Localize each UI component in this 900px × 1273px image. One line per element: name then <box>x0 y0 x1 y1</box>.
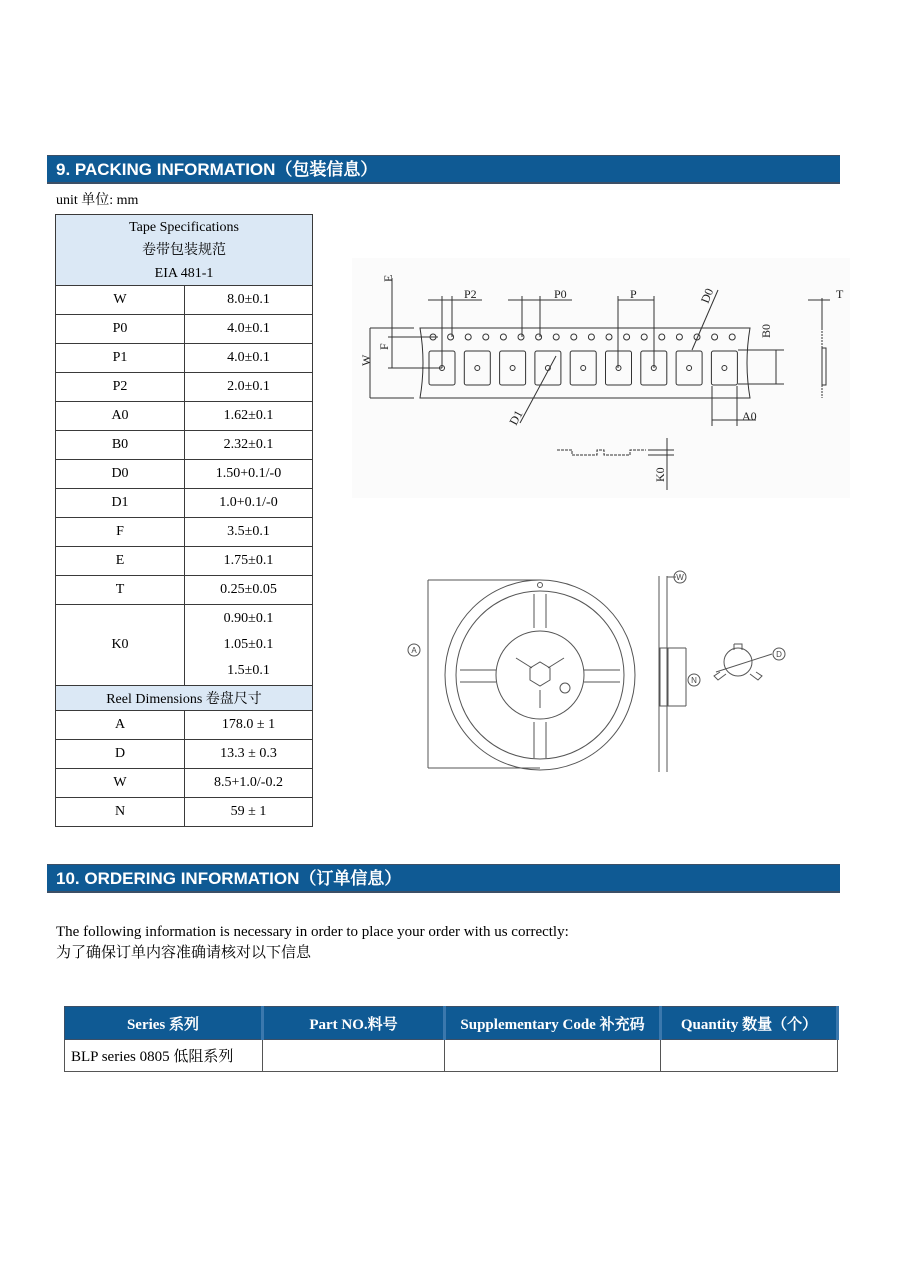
ordering-table <box>64 1006 839 1072</box>
cell-series: BLP series 0805 低阻系列 <box>65 1040 263 1072</box>
label-F: F <box>377 343 391 350</box>
table-row <box>65 1040 838 1072</box>
spec-key: T <box>56 576 185 605</box>
label-W: W <box>676 573 684 582</box>
spec-value: 0.25±0.05 <box>185 576 313 605</box>
spec-key: A <box>56 711 185 740</box>
spec-value: 2.0±0.1 <box>185 373 313 402</box>
spec-key: D1 <box>56 489 185 518</box>
column-header-series: Series 系列 <box>65 1007 263 1040</box>
tape-spec-row <box>56 344 313 373</box>
spec-key: E <box>56 547 185 576</box>
reel-spec-row <box>56 798 313 827</box>
reel-outer-rim <box>445 580 635 770</box>
label-D: D <box>776 650 782 659</box>
spec-key: W <box>56 769 185 798</box>
spec-value: 178.0 ± 1 <box>185 711 313 740</box>
spec-key: W <box>56 286 185 315</box>
section-title: 9. PACKING INFORMATION（包装信息） <box>56 160 378 179</box>
label-P2: P2 <box>464 287 477 301</box>
cell-part-no[interactable] <box>263 1040 445 1072</box>
spec-key: K0 <box>56 605 185 686</box>
reel-diagram <box>404 562 798 776</box>
spec-key: A0 <box>56 402 185 431</box>
tape-spec-row <box>56 373 313 402</box>
spec-value: 4.0±0.1 <box>185 315 313 344</box>
section-header-ordering <box>47 864 840 893</box>
label-K0: K0 <box>653 467 667 482</box>
spec-value: 1.05±0.1 <box>223 637 274 652</box>
spec-key: N <box>56 798 185 827</box>
label-T: T <box>836 287 844 301</box>
reel-dimensions-header <box>56 686 313 711</box>
tape-spec-row <box>56 286 313 315</box>
tape-spec-row <box>56 518 313 547</box>
tape-spec-row <box>56 547 313 576</box>
spec-value-list <box>185 605 313 686</box>
spec-value: 3.5±0.1 <box>185 518 313 547</box>
label-D1: D1 <box>506 407 526 428</box>
column-header-quantity: Quantity 数量（个） <box>661 1007 838 1040</box>
header-line: Tape Specifications <box>129 219 239 235</box>
label-W: W <box>359 354 373 366</box>
spec-key: B0 <box>56 431 185 460</box>
reel-header-text: Reel Dimensions 卷盘尺寸 <box>56 686 313 711</box>
reel-spec-row <box>56 711 313 740</box>
ordering-header-row <box>65 1007 838 1040</box>
section-header-packing <box>47 155 840 184</box>
tape-diagram <box>352 258 850 498</box>
spec-key: D <box>56 740 185 769</box>
column-header-supplementary-code: Supplementary Code 补充码 <box>445 1007 661 1040</box>
spec-key: D0 <box>56 460 185 489</box>
spec-value: 0.90±0.1 <box>223 611 274 626</box>
spec-value: 8.0±0.1 <box>185 286 313 315</box>
tape-spec-row-k0 <box>56 605 313 686</box>
cell-quantity[interactable] <box>661 1040 838 1072</box>
label-D0: D0 <box>697 286 717 306</box>
header-line: 卷带包装规范 <box>142 242 226 258</box>
spec-value: 1.0+0.1/-0 <box>185 489 313 518</box>
header-line: EIA 481-1 <box>154 265 214 281</box>
spec-value: 1.5±0.1 <box>227 663 270 678</box>
spec-value: 59 ± 1 <box>185 798 313 827</box>
spec-key: F <box>56 518 185 547</box>
label-P0: P0 <box>554 287 567 301</box>
unit-label: unit 单位: mm <box>56 193 139 208</box>
tape-spec-row <box>56 402 313 431</box>
reel-spec-row <box>56 769 313 798</box>
spec-value: 8.5+1.0/-0.2 <box>185 769 313 798</box>
reel-spec-row <box>56 740 313 769</box>
tape-spec-table <box>55 214 313 827</box>
label-B0: B0 <box>759 323 773 338</box>
section-title: 10. ORDERING INFORMATION（订单信息） <box>56 869 402 888</box>
spec-value: 1.50+0.1/-0 <box>185 460 313 489</box>
diagram-background <box>352 258 850 498</box>
spec-value: 13.3 ± 0.3 <box>185 740 313 769</box>
cell-supplementary-code[interactable] <box>445 1040 661 1072</box>
tape-spec-row <box>56 460 313 489</box>
tape-spec-row <box>56 576 313 605</box>
intro-english: The following information is necessary in order to place your order with us correctly: <box>56 924 569 940</box>
spec-key: P2 <box>56 373 185 402</box>
label-A0: A0 <box>742 409 757 423</box>
label-E: E <box>381 274 395 282</box>
spec-key: P0 <box>56 315 185 344</box>
tape-spec-row <box>56 431 313 460</box>
spec-value: 1.75±0.1 <box>185 547 313 576</box>
tape-spec-row <box>56 315 313 344</box>
spec-key: P1 <box>56 344 185 373</box>
spec-value: 2.32±0.1 <box>185 431 313 460</box>
ordering-intro <box>56 922 569 964</box>
spec-value: 4.0±0.1 <box>185 344 313 373</box>
label-N: N <box>691 676 697 685</box>
intro-chinese: 为了确保订单内容准确请核对以下信息 <box>56 945 312 961</box>
column-header-part-no: Part NO.料号 <box>263 1007 445 1040</box>
tape-spec-header <box>56 215 313 286</box>
label-A: A <box>411 646 417 655</box>
label-P: P <box>630 287 637 301</box>
spec-value: 1.62±0.1 <box>185 402 313 431</box>
tape-spec-row <box>56 489 313 518</box>
